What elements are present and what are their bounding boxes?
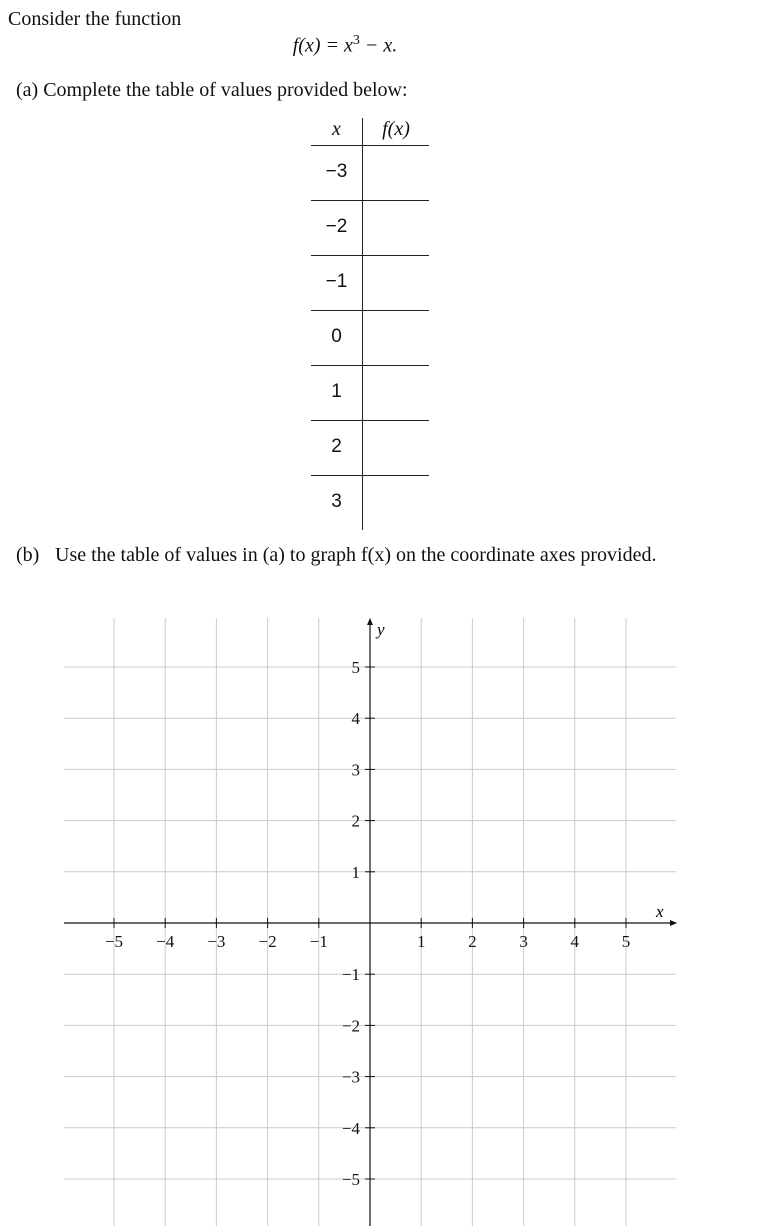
x-tick-label: 5	[621, 932, 631, 951]
y-tick-label: −5	[341, 1170, 360, 1189]
table-header-x: x	[332, 118, 341, 140]
y-tick-label: 2	[351, 811, 360, 831]
intro-text: Consider the function	[8, 8, 182, 30]
y-axis-label: y	[377, 620, 385, 639]
table-cell-fx[interactable]	[363, 421, 429, 475]
table-cell-x: 3	[331, 491, 342, 512]
x-tick-label: 3	[519, 932, 528, 951]
part-a-text: Complete the table of values provided below:	[43, 79, 408, 101]
coordinate-grid[interactable]	[0, 600, 758, 1226]
table-cell-fx[interactable]	[363, 201, 429, 255]
table-cell-fx[interactable]	[363, 146, 429, 200]
y-tick-label: 5	[351, 658, 360, 677]
y-tick-label: −4	[341, 1118, 360, 1138]
x-tick-label: −1	[309, 932, 328, 951]
values-table	[311, 118, 429, 530]
y-tick-label: 1	[351, 862, 360, 882]
x-tick-label: 1	[416, 932, 426, 951]
x-tick-label: −4	[156, 932, 175, 951]
y-tick-label: 4	[351, 709, 360, 729]
table-cell-x: 0	[331, 326, 342, 347]
x-tick-label: −3	[207, 932, 226, 951]
function-lhs: f(x) = x	[292, 34, 353, 57]
y-tick-label: −3	[341, 1067, 360, 1087]
table-cell-fx[interactable]	[363, 256, 429, 310]
table-cell-x: −3	[325, 161, 348, 182]
function-exponent: 3	[352, 33, 360, 48]
table-cell-x: 2	[331, 436, 342, 457]
table-header-fx: f(x)	[382, 118, 410, 140]
y-tick-label: −1	[341, 965, 360, 985]
table-cell-x: −1	[325, 271, 348, 292]
part-a-label: (a)	[16, 79, 39, 101]
y-tick-label: −2	[341, 1016, 360, 1036]
table-cell-fx[interactable]	[363, 366, 429, 420]
x-tick-label: 4	[570, 932, 580, 951]
function-definition	[0, 33, 690, 58]
axes	[64, 618, 677, 1226]
y-tick-label: 3	[351, 760, 360, 780]
table-cell-fx[interactable]	[363, 311, 429, 365]
table-cell-x: −2	[325, 216, 348, 237]
x-tick-label: −2	[258, 932, 277, 951]
x-tick-label: −5	[104, 932, 124, 951]
x-tick-label: 2	[468, 932, 477, 951]
table-cell-x: 1	[331, 381, 342, 402]
part-b-label: (b)	[16, 544, 40, 566]
y-axis-arrow-icon	[367, 618, 373, 625]
x-axis-arrow-icon	[670, 920, 677, 926]
function-rhs: − x.	[359, 34, 398, 57]
part-a-prompt	[16, 79, 408, 102]
table-cell-fx[interactable]	[363, 476, 429, 530]
x-axis-label: x	[656, 902, 664, 921]
part-b-text: Use the table of values in (a) to graph f(x) on the coordinate axes provided.	[55, 544, 657, 566]
